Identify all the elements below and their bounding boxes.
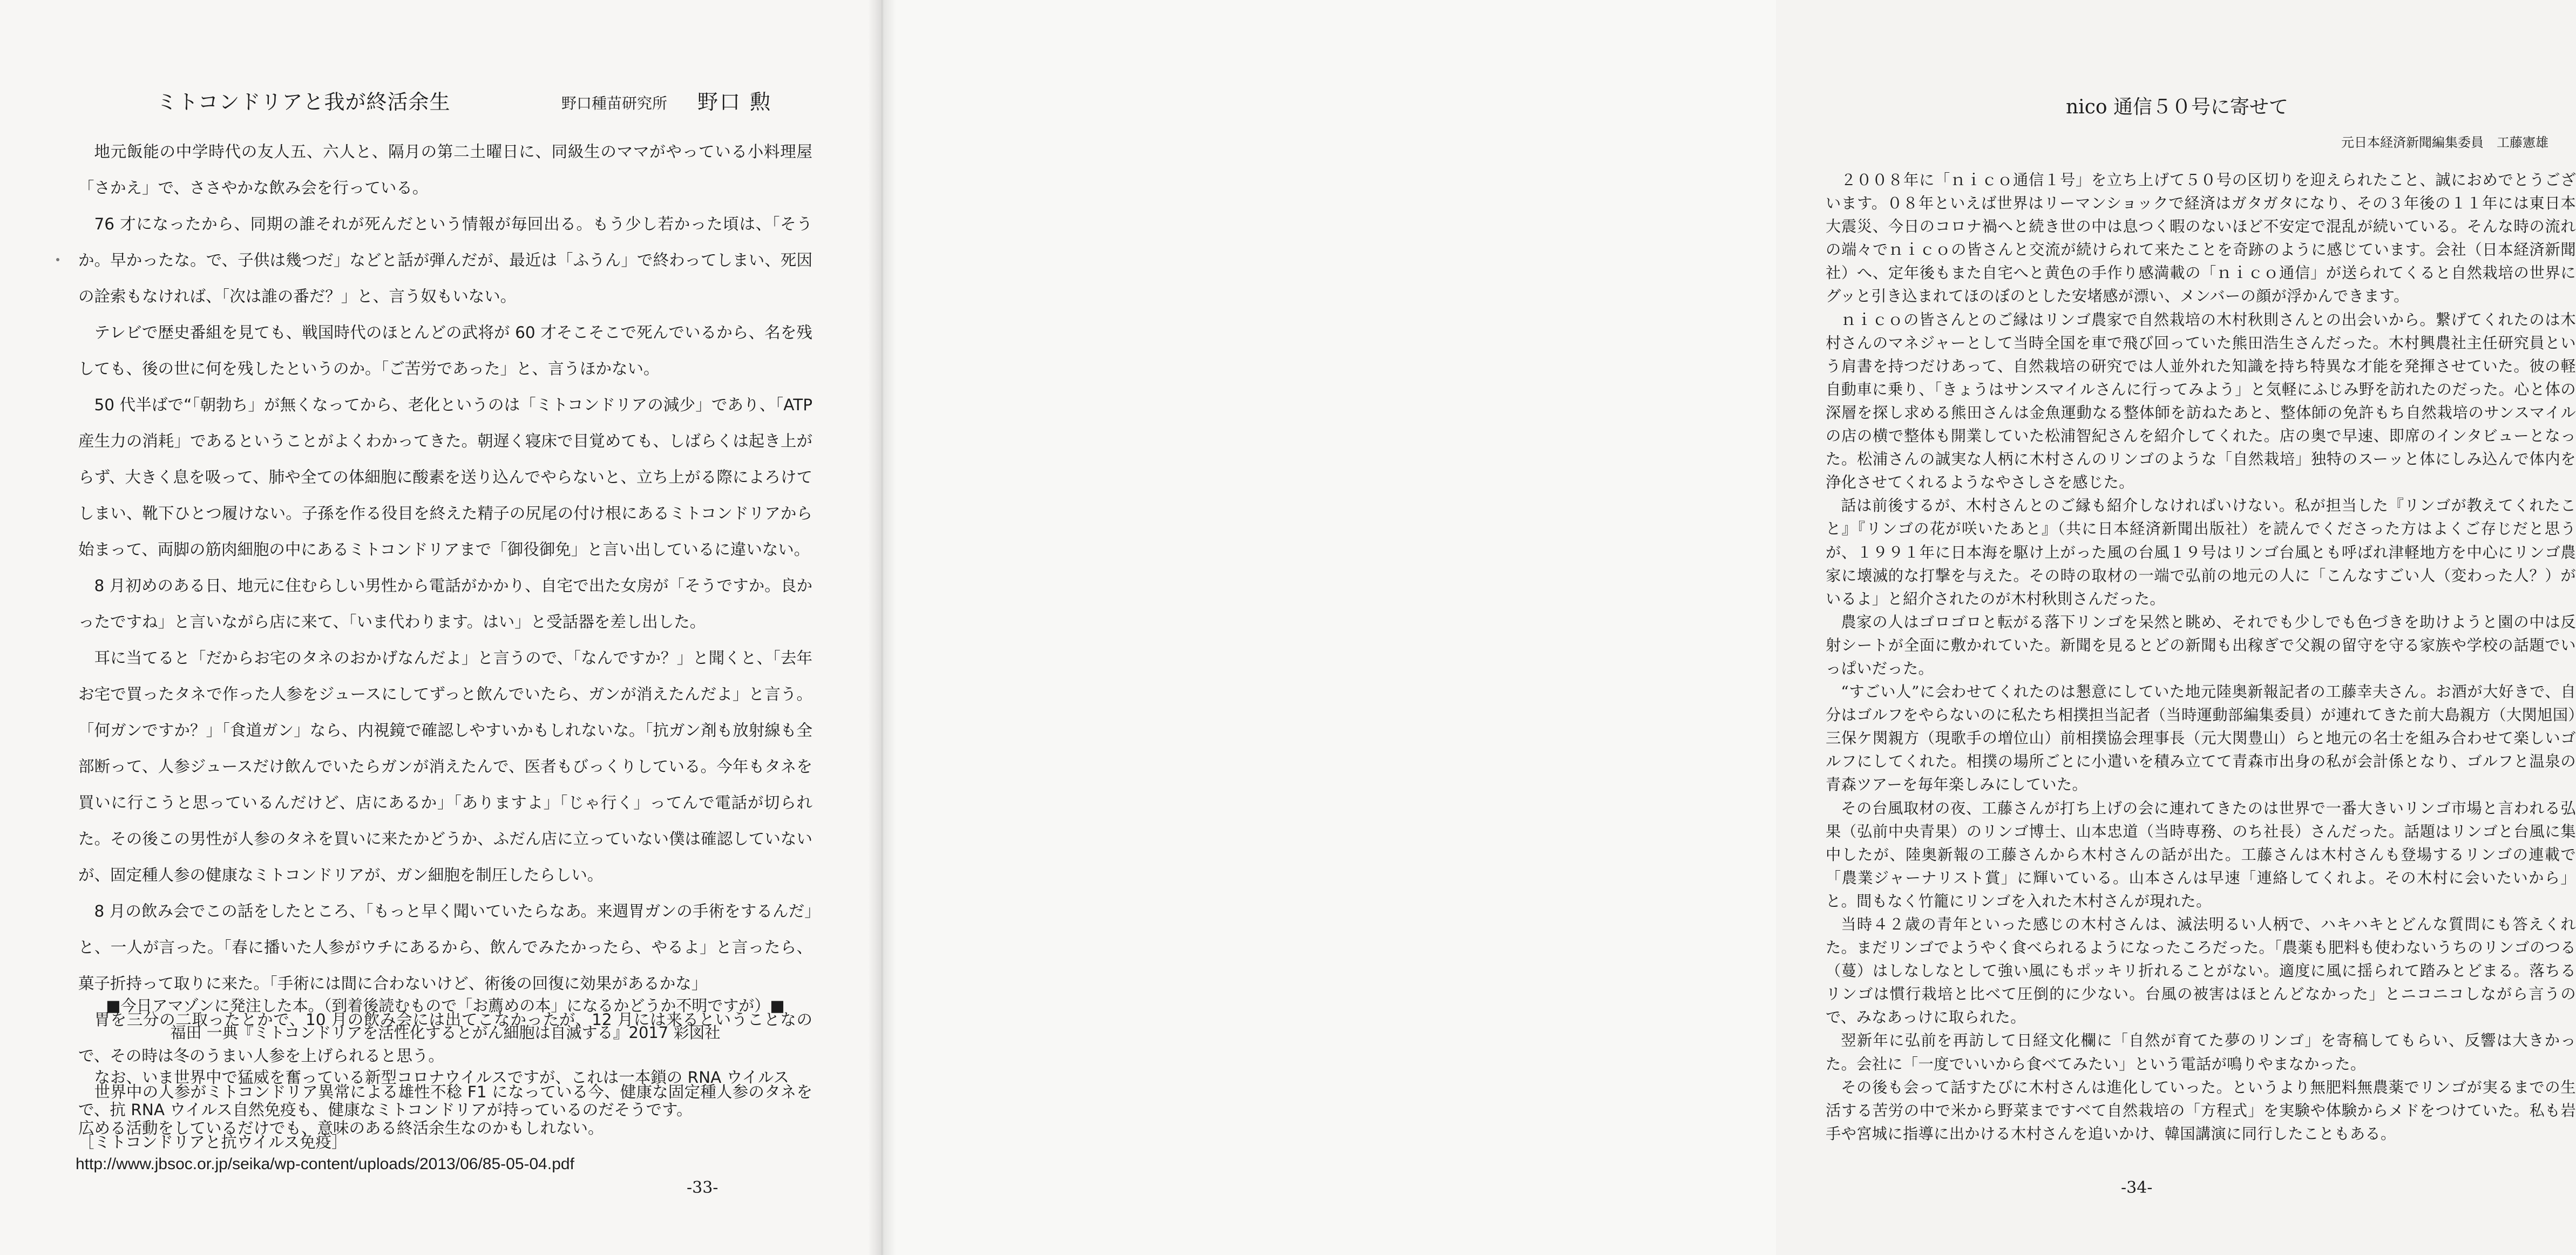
author-byline: 元日本経済新聞編集委員 工藤憲雄 — [2341, 135, 2548, 150]
paragraph: ２００８年に「ｎｉｃｏ通信１号」を立ち上げて５０号の区切りを迎えられたこと、誠におめでとうございます。０８年といえば世界はリーマンショックで経済はガタガタになり、その３年後の１１年には東日本大震災、今日のコロナ禍へと続き世の中は息つく暇のないほど不安定で混乱が続いている。そんな時の流れの端々でｎｉｃｏの皆さんと交流が続けられて来たことを奇跡のように感じています。会社（日本経済新聞社）へ、定年後もまた自宅へと黄色の手作り感満載の「ｎｉｃｏ通信」が送られてくると自然栽培の世界にグッと引き込まれてほのぼのとした安堵感が漂い、メンバーの顔が浮かんできます。 — [1826, 171, 2576, 306]
book-intro: ■今日アマゾンに発注した本。（到着後読むもので「お薦めの本」になるかどうか不明ですが）■ — [106, 996, 785, 1015]
paragraph: 耳に当てると「だからお宅のタネのおかげなんだよ」と言うので、「なんですか？」と聞くと、「去年お宅で買ったタネで作った人参をジュースにしてずっと飲んでいたら、ガンが消えたんだよ」と言う。「何ガンですか？」「食道ガン」なら、内視鏡で確認しやすいかもしれないな。「抗ガン剤も放射線も全部断って、人参ジュースだけ飲んでいたらガンが消えたんで、医者もびっくりしている。今年もタネを買いに行こうと思っているんだけど、店にあるか」「ありますよ」「じゃ行く」ってんで電話が切られた。その後この男性が人参のタネを買いに来たかどうか、ふだん店に立っていない僕は確認していないが、固定種人参の健康なミトコンドリアが、ガン細胞を制圧したらしい。 — [78, 649, 812, 884]
paragraph: 胃を三分の二取ったとかで、10 月の飲み会には出てこなかったが、12 月には来るということなので、その時は冬のうまい人参を上げられると思う。 — [78, 1010, 812, 1065]
paragraph: 8 月の飲み会でこの話をしたところ、「もっと早く聞いていたらなあ。来週胃ガンの手術をするんだ」と、一人が言った。「春に播いた人参がウチにあるから、飲んでみたかったら、やるよ」と言ったら、菓子折持って取りに来た。「手術には間に合わないけど、術後の回復に効果があるかな」 — [78, 902, 812, 993]
page-number-right: -34- — [2121, 1178, 2153, 1197]
note-text: なお、いま世界中で猛威を奮っている新型コロナウイルスですが、これは一本鎖の RNA ウイルスで、抗 RNA ウイルス自然免疫も、健康なミトコンドリアが持っているのだそうです。 — [78, 1068, 789, 1119]
right-page — [881, 0, 2576, 1255]
closing-note — [78, 1061, 812, 1158]
paragraph: 世界中の人参がミトコンドリア異常による雄性不稔 F1 になっている今、健康な固定種人参のタネを広める活動をしているだけでも、意味のある終活余生なのかもしれない。 — [78, 1083, 812, 1137]
paragraph: 当時４２歳の青年といった感じの木村さんは、滅法明るい人柄で、ハキハキとどんな質問にも答えくれた。まだリンゴでようやく食べられるようになったころだった。「農薬も肥料も使わないうちのリンゴのつる（蔓）はしなしなとして強い風にもポッキリ折れることがない。適度に風に揺られて踏みとどまる。落ちるリンゴは慣行栽培と比べて圧倒的に少ない。台風の被害はほとんどなかった」とニコニコしながら言うので、みなあっけに取られた。 — [1826, 915, 2576, 1027]
page-number-left: -33- — [687, 1178, 718, 1197]
paragraph: “すごい人”に会わせてくれたのは懇意にしていた地元陸奥新報記者の工藤幸夫さん。お酒が大好きで、自分はゴルフをやらないのに私たち相撲担当記者（当時運動部編集委員）が連れてきた前大島親方（大関旭国）三保ケ関親方（現歌手の増位山）前相撲協会理事長（元大関豊山）らと地元の名士を組み合わせて楽しいゴルフにしてくれた。相撲の場所ごとに小遣いを積み立てて青森市出身の私が会計係となり、ゴルフと温泉の青森ツアーを毎年楽しみにしていた。 — [1826, 683, 2576, 794]
paragraph: 翌新年に弘前を再訪して日経文化欄に「自然が育てた夢のリンゴ」を寄稿してもらい、反響は大きかった。会社に「一度でいいから食べてみたい」という電話が鳴りやまなかった。 — [1826, 1032, 2576, 1073]
paragraph: 農家の人はゴロゴロと転がる落下リンゴを呆然と眺め、それでも少しでも色づきを助けようと園の中は反射シートが全面に敷かれていた。新聞を見るとどの新聞も出稼ぎで父親の留守を守る家族や学校の話題でいっぱいだった。 — [1826, 613, 2576, 677]
left-page — [0, 0, 881, 1255]
book-recommendation — [78, 992, 812, 1046]
article-body — [1826, 168, 2576, 1145]
book-title: 福田 一典『ミトコンドリアを活性化するとがん細胞は自滅する』2017 彩図社 — [170, 1023, 721, 1042]
paragraph: 76 才になったから、同期の誰それが死んだという情報が毎回出る。もう少し若かった頃は、「そうか。早かったな。で、子供は幾つだ」などと話が弾んだが、最近は「ふうん」で終わってしまい、死因の詮索もなければ、「次は誰の番だ？」と、言う奴もいない。 — [78, 215, 812, 306]
paper-speck — [56, 258, 59, 261]
article-title: nico 通信５０号に寄せて — [2066, 96, 2288, 118]
paragraph: ｎｉｃｏの皆さんとのご縁はリンゴ農家で自然栽培の木村秋則さんとの出会いから。繋げてくれたのは木村さんのマネジャーとして当時全国を車で飛び回っていた熊田浩生さんだった。木村興農社主任研究員という肩書を持つだけあって、自然栽培の研究では人並外れた知識を持ち特異な才能を発揮させていた。彼の軽自動車に乗り、「きょうはサンスマイルさんに行ってみよう」と気軽にふじみ野を訪れたのだった。心と体の深層を探し求める熊田さんは金魚運動なる整体師を訪ねたあと、整体師の免許もち自然栽培のサンスマイルの店の横で整体も開業していた松浦智紀さんを紹介してくれた。店の奥で早速、即席のインタビューとなった。松浦さんの誠実な人柄に木村さんのリンゴのような「自然栽培」独特のスーッと体にしみ込んで体内を浄化させてくれるようなやさしさを感じた。 — [1826, 310, 2576, 492]
paragraph: その台風取材の夜、工藤さんが打ち上げの会に連れてきたのは世界で一番大きいリンゴ市場と言われる弘果（弘前中央青果）のリンゴ博士、山本忠道（当時専務、のち社長）さんだった。話題はリンゴと台風に集中したが、陸奥新報の工藤さんから木村さんの話が出た。工藤さんは木村さんも登場するリンゴの連載で「農業ジャーナリスト賞」に輝いている。山本さんは早速「連絡してくれよ。その木村に会いたいから」と。間もなく竹籠にリンゴを入れた木村さんが現れた。 — [1826, 799, 2576, 910]
paragraph: 話は前後するが、木村さんとのご縁も紹介しなければいけない。私が担当した『リンゴが教えてくれたこと』『リンゴの花が咲いたあと』（共に日本経済新聞出版社）を読んでくださった方はよくご存じだと思うが、１９９１年に日本海を駆け上がった風の台風１９号はリンゴ台風とも呼ばれ津軽地方を中心にリンゴ農家に壊滅的な打撃を与えた。その時の取材の一端で弘前の地元の人に「こんなすごい人（変わった人？）がいるよ」と紹介されたのが木村秋則さんだった。 — [1826, 497, 2576, 608]
author-name: 野口 勲 — [697, 90, 772, 114]
paragraph: 8 月初めのある日、地元に住むらしい男性から電話がかかり、自宅で出た女房が「そうですか。良かったですね」と言いながら店に来て、「いま代わります。はい」と受話器を差し出した。 — [78, 576, 812, 631]
paragraph: テレビで歴史番組を見ても、戦国時代のほとんどの武将が 60 才そこそこで死んでいるから、名を残しても、後の世に何を残したというのか。「ご苦労であった」と、言うほかない。 — [78, 323, 812, 378]
reference-label: ［ミトコンドリアと抗ウイルス免疫］ — [78, 1133, 348, 1151]
article-title: ミトコンドリアと我が終活余生 — [157, 90, 451, 114]
book-gutter — [868, 0, 896, 1255]
paragraph: 地元飯能の中学時代の友人五、六人と、隔月の第二土曜日に、同級生のママがやっている小料理屋「さかえ」で、ささやかな飲み会を行っている。 — [78, 143, 812, 197]
paragraph: 50 代半ばで“「朝勃ち」が無くなってから、老化というのは「ミトコンドリアの減少」であり、「ATP 産生力の消耗」であるということがよくわかってきた。朝遅く寝床で目覚めても、しばらくは起き上がらず、大きく息を吸って、肺や全ての体細胞に酸素を送り込んでやらないと、立ち上がる際によろけてしまい、靴下ひとつ履けない。子孫を作る役目を終えた精子の尻尾の付け根にあるミトコンドリアから始まって、両脚の筋肉細胞の中にあるミトコンドリアまで「御役御免」と言い出しているに違いない。 — [78, 396, 812, 559]
paragraph: その後も会って話すたびに木村さんは進化していった。というより無肥料無農薬でリンゴが実るまでの生活する苦労の中で米から野菜まですべて自然栽培の「方程式」を実験や体験からメドをつけていた。私も岩手や宮城に指導に出かける木村さんを追いかけ、韓国講演に同行したこともある。 — [1826, 1078, 2576, 1143]
reference-url[interactable]: http://www.jbsoc.or.jp/seika/wp-content/uploads/2013/06/85-05-04.pdf — [76, 1155, 574, 1173]
author-affiliation: 野口種苗研究所 — [561, 94, 668, 112]
